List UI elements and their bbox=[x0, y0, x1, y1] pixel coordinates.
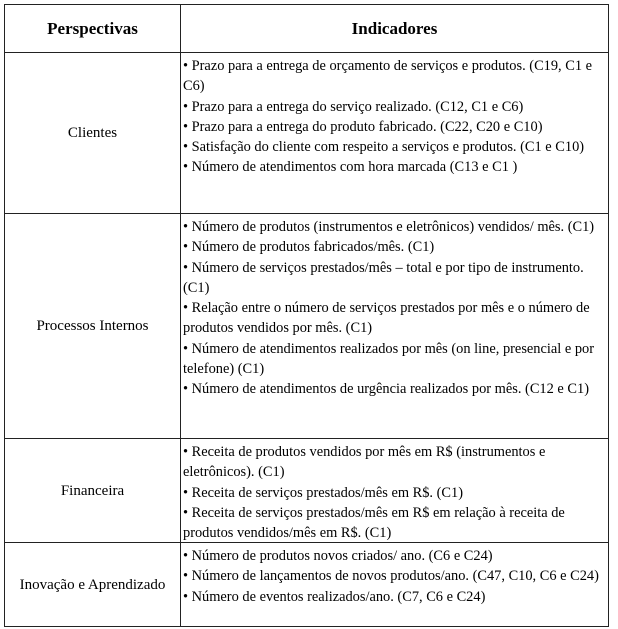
indicator-item: • Número de atendimentos realizados por mês (on line, presencial e por telefone) (C1) bbox=[183, 340, 595, 378]
indicator-item: • Prazo para a entrega do produto fabricado. (C22, C20 e C10) bbox=[183, 118, 543, 135]
indicator-item: • Receita de produtos vendidos por mês em R$ (instrumentos e eletrônicos). (C1) bbox=[183, 444, 546, 481]
indicator-item: • Prazo para a entrega de orçamento de serviços e produtos. (C19, C1 e C6) bbox=[183, 58, 593, 95]
indicator-item: • Relação entre o número de serviços prestados por mês e o número de produtos vendidos por mês. (C1) bbox=[183, 300, 590, 337]
indicator-item: • Receita de serviços prestados/mês em R$ em relação à receita de produtos vendidos/mês em R$. (C1) bbox=[183, 504, 565, 541]
perspective-cell: Processos Internos bbox=[5, 214, 181, 439]
indicator-item: • Número de produtos fabricados/mês. (C1) bbox=[183, 239, 435, 256]
perspective-cell: Financeira bbox=[5, 439, 181, 543]
indicator-item: • Número de produtos novos criados/ ano. (C6 e C24) bbox=[183, 548, 493, 564]
indicator-item: • Satisfação do cliente com respeito a serviços e produtos. (C1 e C10) bbox=[183, 139, 585, 156]
indicators-cell bbox=[181, 439, 609, 543]
perspective-cell: Inovação e Aprendizado bbox=[5, 543, 181, 627]
indicator-item: • Número de serviços prestados/mês – total e por tipo de instrumento. (C1) bbox=[183, 259, 584, 296]
indicator-item: • Receita de serviços prestados/mês em R$. (C1) bbox=[183, 484, 463, 501]
indicator-item: • Número de eventos realizados/ano. (C7, C6 e C24) bbox=[183, 588, 486, 605]
indicator-item: • Prazo para a entrega do serviço realizado. (C12, C1 e C6) bbox=[183, 98, 524, 115]
table-row bbox=[5, 53, 609, 214]
perspective-cell: Clientes bbox=[5, 53, 181, 214]
indicator-item: • Número de produtos (instrumentos e eletrônicos) vendidos/ mês. (C1) bbox=[183, 219, 595, 235]
header-indicators: Indicadores bbox=[181, 5, 609, 53]
table-row bbox=[5, 439, 609, 543]
indicators-cell bbox=[181, 53, 609, 214]
indicator-item: • Número de atendimentos com hora marcada (C13 e C1 ) bbox=[183, 159, 518, 176]
indicator-item: • Número de lançamentos de novos produtos/ano. (C47, C10, C6 e C24) bbox=[183, 568, 599, 585]
table-row bbox=[5, 214, 609, 439]
indicator-item: • Número de atendimentos de urgência realizados por mês. (C12 e C1) bbox=[183, 381, 589, 398]
indicators-cell bbox=[181, 214, 609, 439]
indicators-cell bbox=[181, 543, 609, 627]
header-row bbox=[5, 5, 609, 53]
indicators-table bbox=[4, 4, 609, 627]
header-perspectives: Perspectivas bbox=[5, 5, 181, 53]
indicators-table-wrapper bbox=[4, 4, 609, 627]
table-row bbox=[5, 543, 609, 627]
